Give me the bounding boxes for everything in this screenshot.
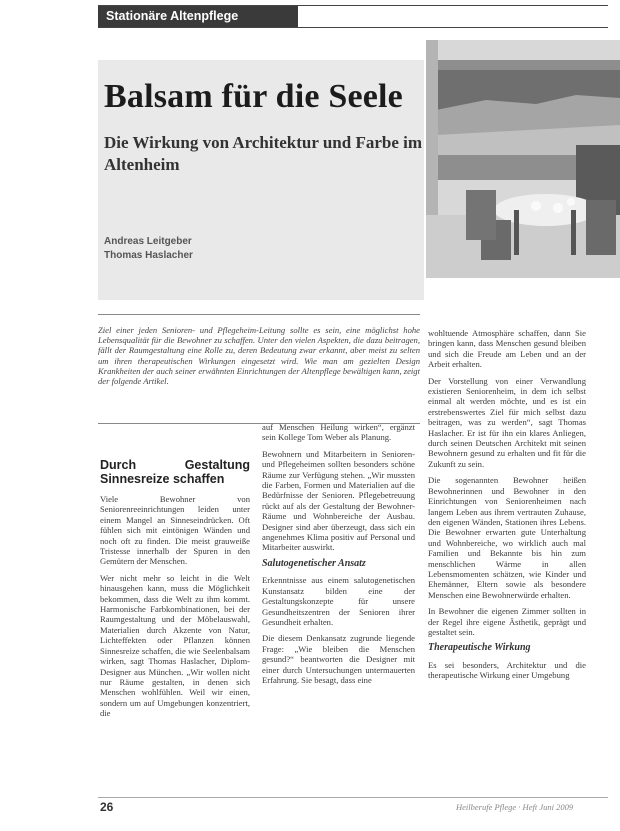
page-number: 26: [100, 800, 114, 814]
section-heading: Durch Gestaltung Sinnesreize schaffen: [100, 458, 250, 486]
paragraph: In Bewohner die eigenen Zimmer sollten in der Regel ihre eigene Ästhetik, geprägt und gestaltet sein.: [428, 606, 586, 637]
footer-rule: [98, 797, 608, 798]
paragraph: wohltuende Atmosphäre schaffen, dann Sie bringen kann, dass Menschen gesund bleiben und sich die Freude am Leben und an der Arbeit erhalten.: [428, 328, 586, 370]
author-name: Thomas Haslacher: [104, 250, 193, 261]
journal-footer: Heilberufe Pflege · Heft Juni 2009: [456, 802, 574, 812]
paragraph: Erkenntnisse aus einem salutogenetischen Kunstansatz bilden eine der Gestaltungskonzepte für unsere Gesundheitszentren der Senioren ihrer Gesundheit erhalten.: [262, 575, 415, 627]
header-rule-bottom: [98, 27, 608, 28]
paragraph: Wer nicht mehr so leicht in die Welt hinausgehen kann, muss die Möglichkeit bekommen, dass die Welt zu ihm kommt. Harmonische Farbkombinationen, bei der Raumgestaltung und der Möbelauswahl, Materialien durch Akzente von Natur, Lichteffekten oder Pflanzen können Sinnesreize schaffen, die wie Seelenbalsam wirken, sagt Thomas Haslacher, Diplom-Designer aus München. „Wir wollen nicht nur Räume gestalten, in denen sich Menschen wohlfühlen. Weil wir einen, sondern um auf Umgebungen konzentriert, die: [100, 572, 250, 719]
article-subtitle: Die Wirkung von Architektur und Farbe im Altenheim: [104, 133, 423, 174]
paragraph: Die diesem Denkansatz zugrunde liegende Frage: „Wie bleiben die Menschen gesund?“ beantworten die Designer mit einer durch Untersuchungen untermauerten Erfahrung. Sie besagt, dass eine: [262, 633, 415, 685]
paragraph: Viele Bewohner von Seniorenreeinrichtungen leiden unter einem Mangel an Sinneseindrücken. Oft fühlen sich mit eintönigen Wänden und noch oft zu finden. Die meist grauweiße Tristesse innerhalb der Spuren in den Gemütern der Menschen.: [100, 494, 250, 567]
paragraph: Bewohnern und Mitarbeitern in Senioren- und Pflegeheimen sollten besonders schöne Räume zur Verfügung stehen. „Wir mussten die Farben, Formen und Materialien auf die Bedürfnisse der Senioren. Pflegebetreuung rückt auf als der Gestaltung der Bewohner-Räume und Wohnbereiche der Ausbau. Designer sind aber überzeugt, dass sich ein angenehmes Klima positiv auf Personal und Mitarbeiter auswirkt.: [262, 448, 415, 553]
paragraph: Die sogenannten Bewohner heißen Bewohnerinnen und Bewohner in den Einrichtungen von Seniorenheimen nach langem Leben aus ihrem vertrauten Zuhause, den eigenen Wänden, Stationen ihres Lebens. Die Bewohner erwarten gute Unterhaltung und Wohnbereiche, wo wirklich auch mal Familien und Bekannte bis hin zum menschlichen Wärme in allen Lebensmomenten schätzen, wie Kinder und Ehemänner, Eltern sowie als besondere Menschen eine Bewohnerwürde erhalten.: [428, 475, 586, 600]
paragraph: auf Menschen Heilung wirken“, ergänzt sein Kollege Tom Weber als Planung.: [262, 422, 415, 443]
article-title: Balsam für die Seele: [104, 78, 403, 115]
text-column-1: [100, 428, 250, 725]
text-column-2: [262, 422, 415, 691]
paragraph: Es sei besonders, Architektur und die therapeutische Wirkung einer Umgebung: [428, 659, 586, 681]
author-name: Andreas Leitgeber: [104, 236, 192, 247]
paragraph: Der Vorstellung von einer Verwandlung existieren Seniorenheim, in dem ich selbst einmal alt werden möchte, und es ist ein erstrebenswertes Ziel für mich selbst dazu beitragen, was zu werden“, sagt Thomas Haslacher. Er ist für ihn ein klares Anliegen, durch seinen Deutschen Architekt mit seinen Bewohnern gesund zu erhalten und fit für die Zukunft zu sein.: [428, 375, 586, 469]
subheading: Therapeutische Wirkung: [428, 642, 531, 654]
article-intro: Ziel einer jeden Senioren- und Pflegeheim-Leitung sollte es sein, eine möglichst hohe Lebensqualität für die Bewohner zu schaffen. Unter den vielen Aspekten, die dazu beitragen, fällt der Raumgestaltung eine Rolle zu, deren Bedeutung zwar erkannt, aber meist zu selten um ihren therapeutischen Wirkungen eingesetzt wird. Wie man am gezielten Design Krankheiten der auch seiner erwähnten Einrichtungen der Altenpflege bewältigen kann, zeigt der folgende Artikel.: [98, 314, 420, 424]
text-column-3: [428, 328, 586, 687]
section-label: Stationäre Altenpflege: [98, 6, 298, 27]
interior-photo: [426, 40, 620, 278]
subheading: Salutogenetischer Ansatz: [262, 557, 366, 569]
